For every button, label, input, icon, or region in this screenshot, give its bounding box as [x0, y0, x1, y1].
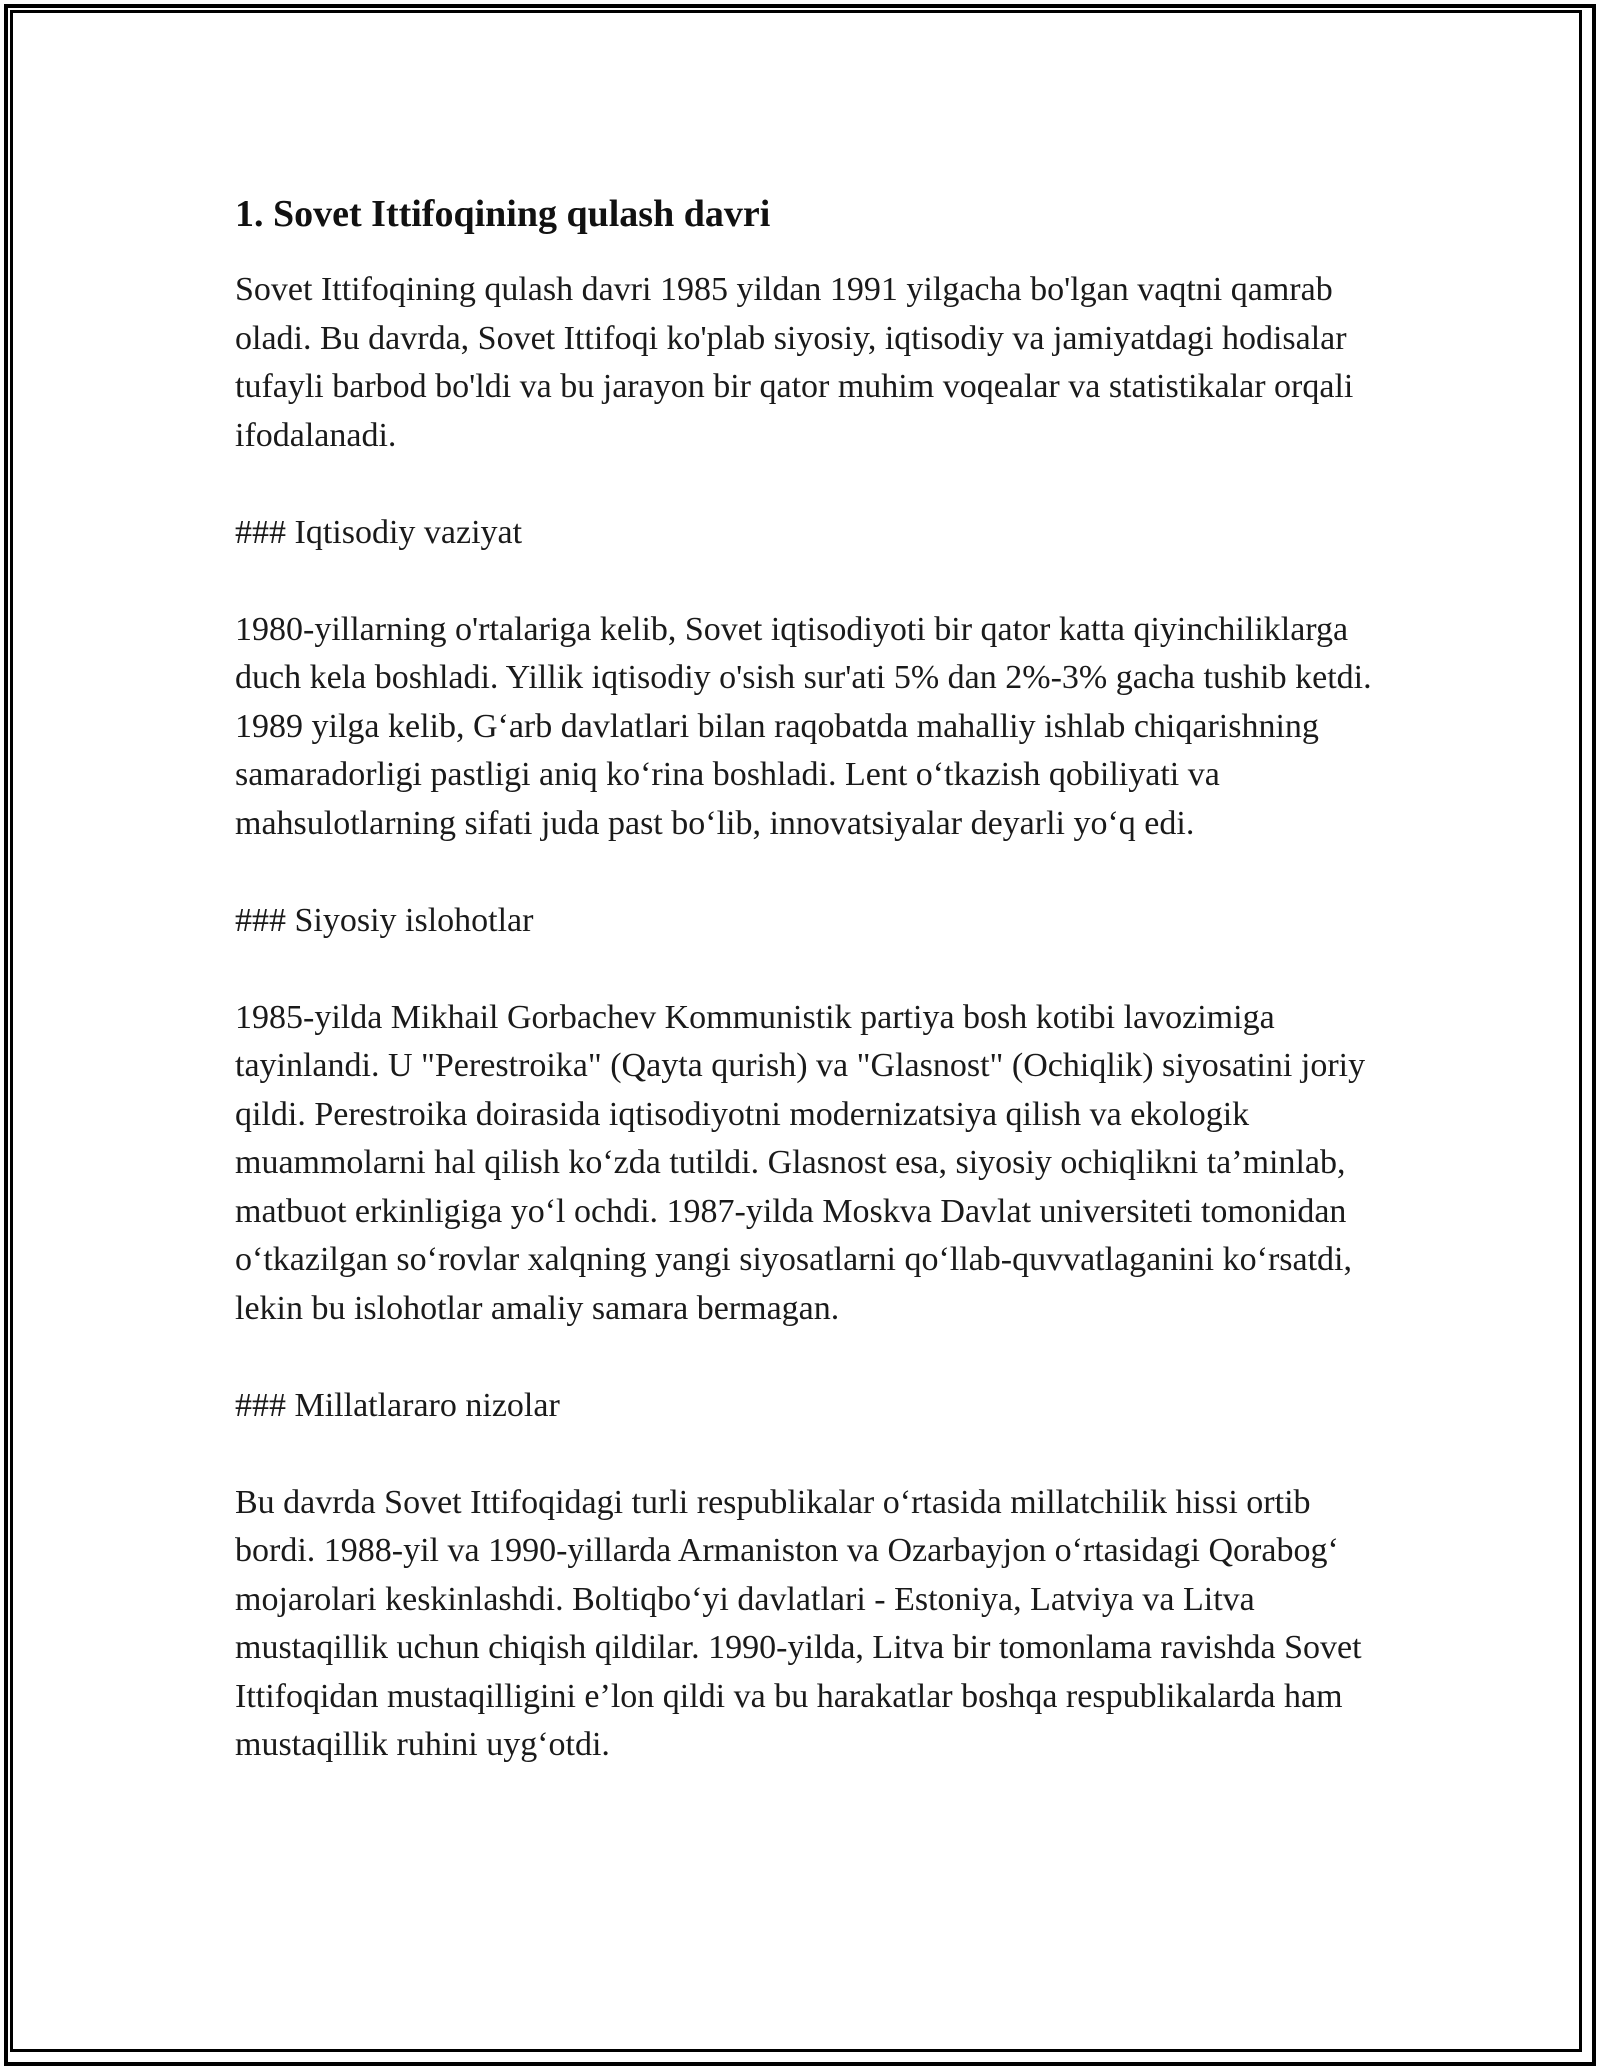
section-text-politics: 1985-yilda Mikhail Gorbachev Kommunistik partiya bosh kotibi lavozimiga tayinlandi. U "Perestroika" (Qayta qurish) va "Glasnost" (Ochiqlik) siyosatini joriy qildi. Perestroika doirasida iqtisodiyotni modernizatsiya qilish va ekologik muammolarni hal qilish ko‘zda tutildi. Glasnost esa, siyosiy ochiqlikni ta’minlab, matbuot erkinligiga yo‘l ochdi. 1987-yilda Moskva Davlat universiteti tomonidan o‘tkazilgan so‘rovlar xalqning yangi siyosatlarni qo‘llab-quvvatlaganini ko‘rsatdi, lekin bu islohotlar amaliy samara bermagan. [235, 998, 1366, 1327]
spacer [235, 557, 1375, 606]
document-body [235, 188, 1375, 1770]
section-text-conflicts: Bu davrda Sovet Ittifoqidagi turli respublikalar o‘rtasida millatchilik hissi ortib bordi. 1988-yil va 1990-yillarda Armaniston va Ozarbayjon o‘rtasidagi Qorabog‘ mojarolari keskinlashdi. Boltiqbo‘yi davlatlari - Estoniya, Latviya va Litva mustaqillik uchun chiqish qildilar. 1990-yilda, Litva bir tomonlama ravishda Sovet Ittifoqidan mustaqilligini e’lon qildi va bu harakatlar boshqa respublikalarda ham mustaqillik ruhini uyg‘otdi. [235, 1483, 1362, 1763]
section-heading-economy: ### Iqtisodiy vaziyat [235, 513, 523, 551]
intro-paragraph: Sovet Ittifoqining qulash davri 1985 yildan 1991 yilgacha bo'lgan vaqtni qamrab oladi. Bu davrda, Sovet Ittifoqi ko'plab siyosiy, iqtisodiy va jamiyatdagi hodisalar tufayli barbod bo'ldi va bu jarayon bir qator muhim voqealar va statistikalar orqali ifodalanadi. [235, 271, 1354, 454]
section-heading-politics: ### Siyosiy islohotlar [235, 901, 534, 939]
spacer [235, 1430, 1375, 1479]
spacer [235, 945, 1375, 994]
spacer [235, 460, 1375, 509]
spacer [235, 848, 1375, 897]
spacer [235, 1333, 1375, 1382]
document-title: 1. Sovet Ittifoqining qulash davri [235, 193, 771, 235]
section-heading-conflicts: ### Millatlararo nizolar [235, 1386, 560, 1424]
section-text-economy: 1980-yillarning o'rtalariga kelib, Sovet iqtisodiyoti bir qator katta qiyinchiliklarga duch kela boshladi. Yillik iqtisodiy o'sish sur'ati 5% dan 2%-3% gacha tushib ketdi. 1989 yilga kelib, G‘arb davlatlari bilan raqobatda mahalliy ishlab chiqarishning samaradorligi pastligi aniq ko‘rina boshladi. Lent o‘tkazish qobiliyati va mahsulotlarning sifati juda past bo‘lib, innovatsiyalar deyarli yo‘q edi. [235, 610, 1372, 842]
